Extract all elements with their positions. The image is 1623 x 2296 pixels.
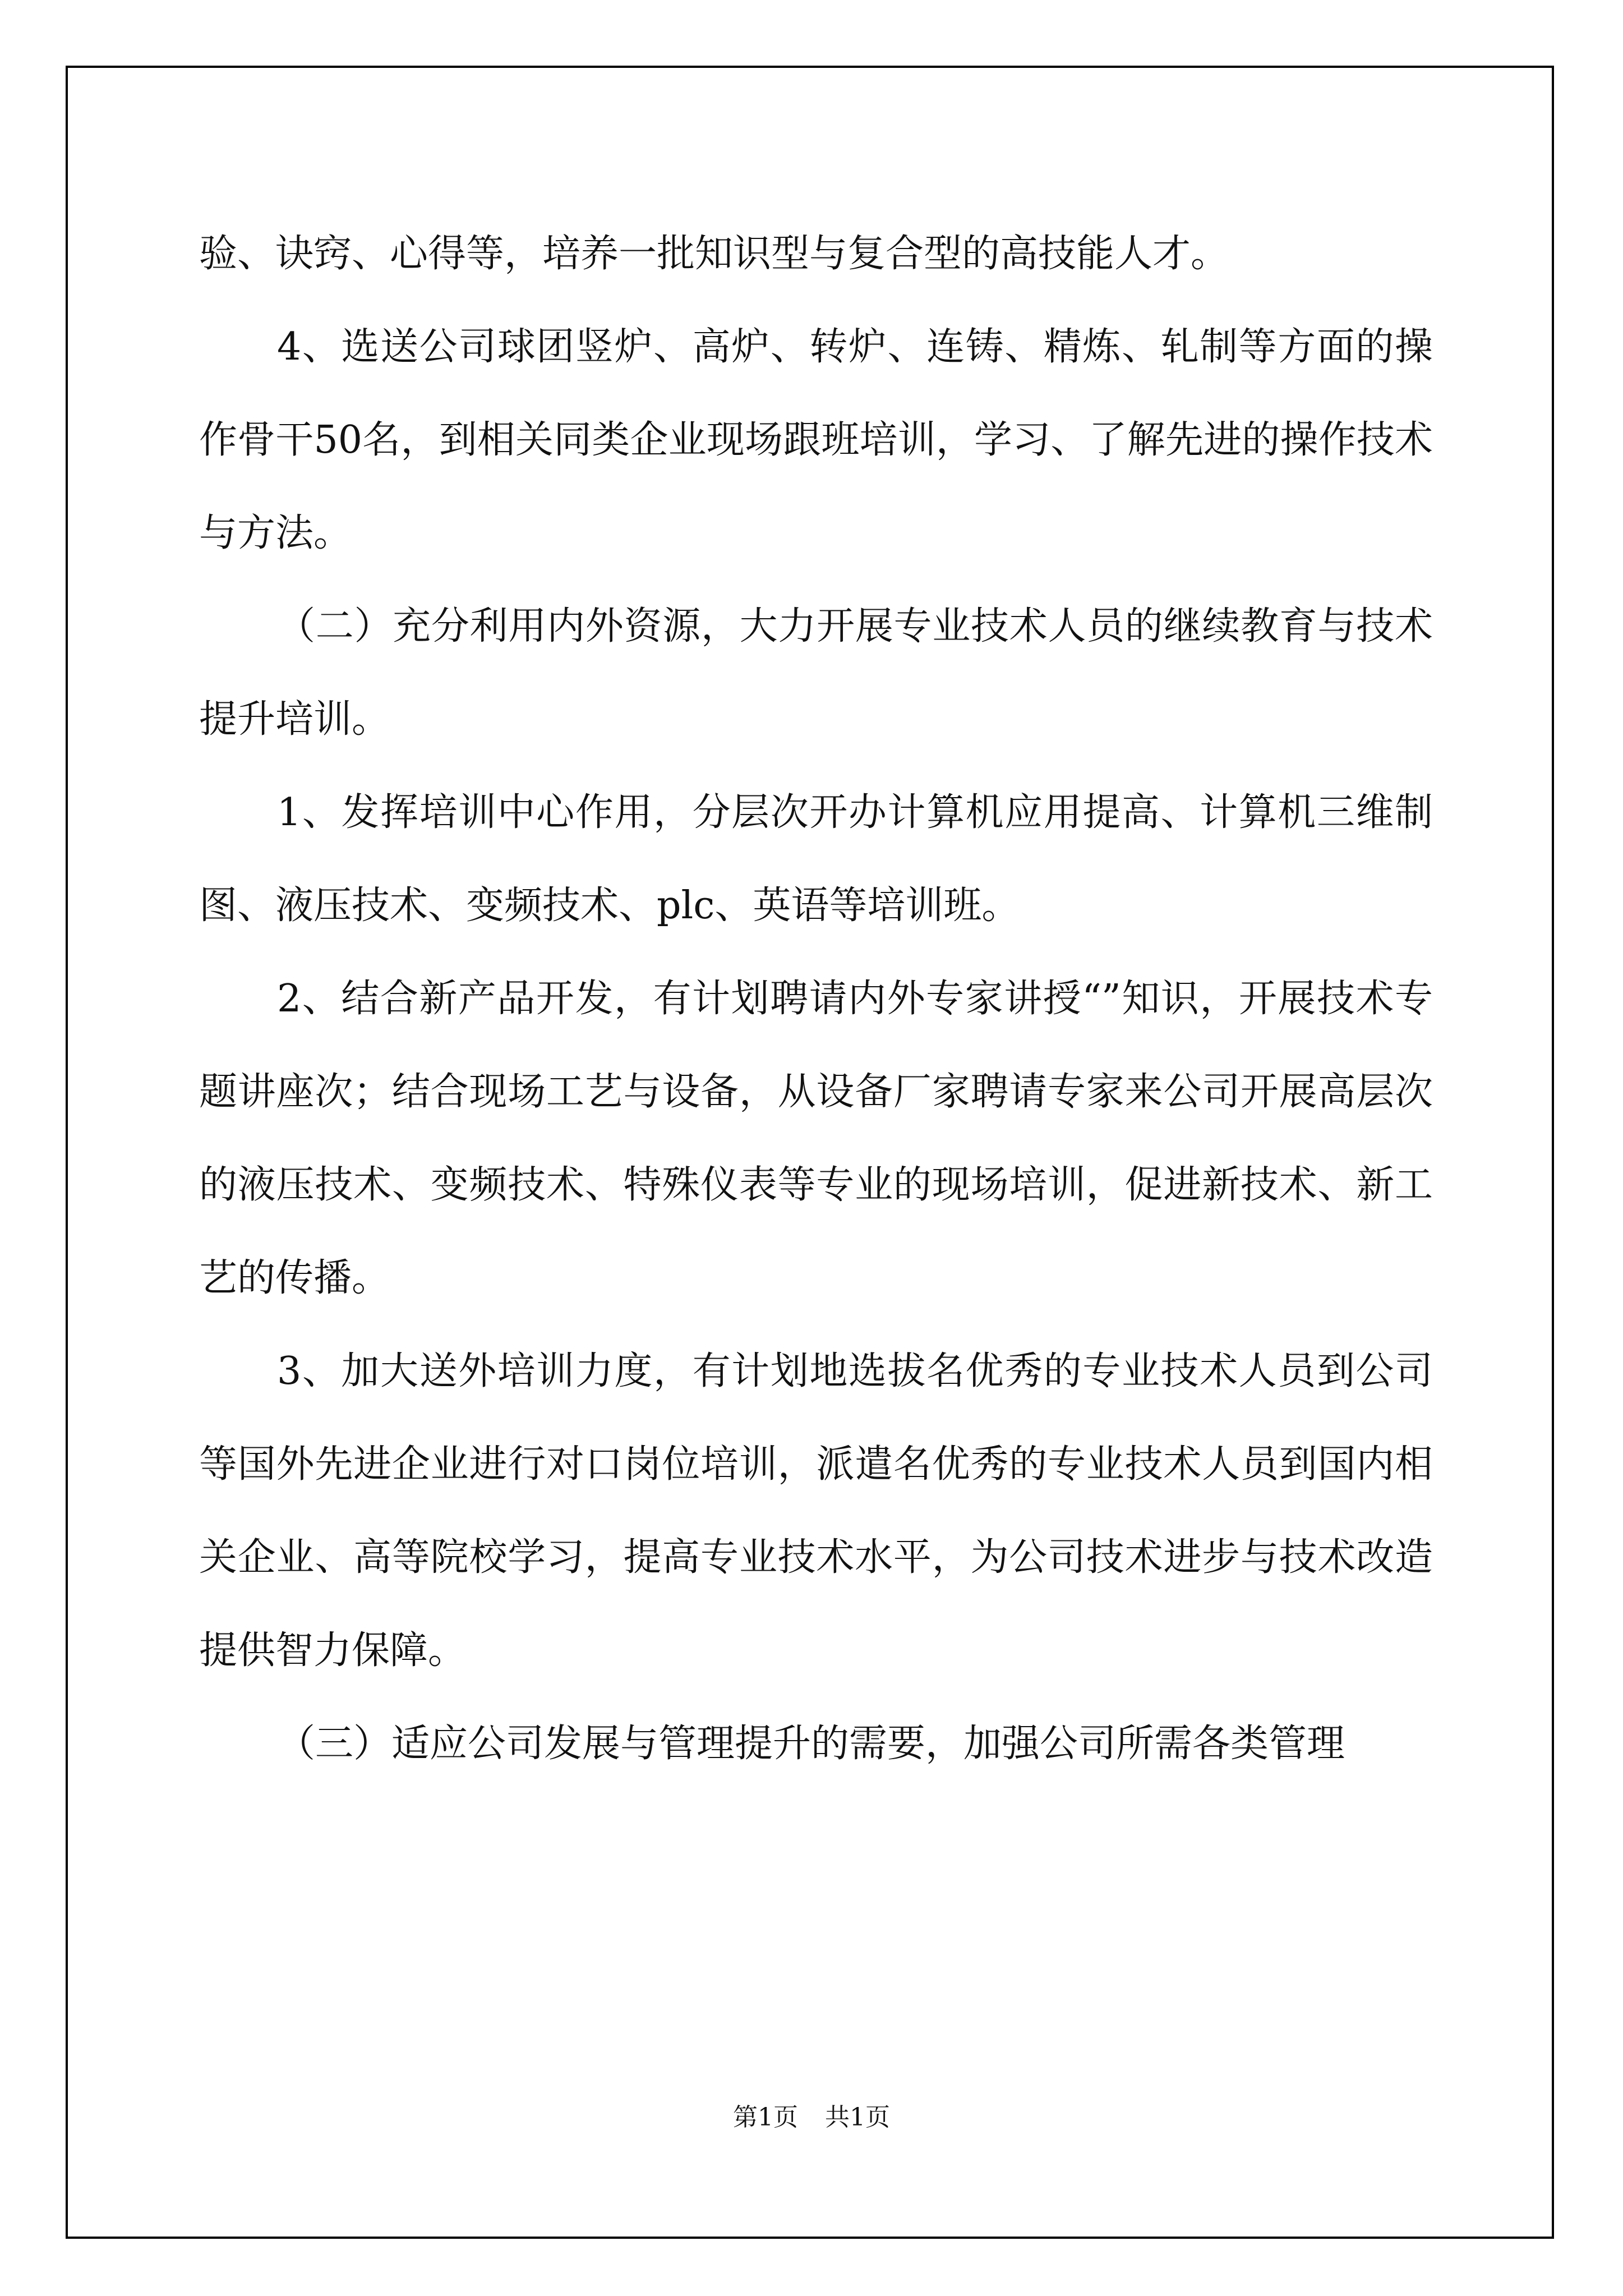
page-number-current: 第1页 [733,2103,798,2132]
paragraph-item-3: 3、加大送外培训力度，有计划地选拔名优秀的专业技术人员到公司等国外先进企业进行对口岗位培训，派遣名优秀的专业技术人员到国内相关企业、高等院校学习，提高专业技术水平，为公司技术进步与技术改造提供智力保障。 [199,1349,1433,1673]
paragraph-section-2: （二）充分利用内外资源，大力开展专业技术人员的继续教育与技术提升培训。 [199,604,1433,742]
page-footer [0,2101,1623,2134]
page-number-total: 共1页 [825,2103,890,2132]
document-body [199,208,1433,1791]
paragraph-item-4: 4、选送公司球团竖炉、高炉、转炉、连铸、精炼、轧制等方面的操作骨干50名，到相关同类企业现场跟班培训，学习、了解先进的操作技术与方法。 [199,325,1433,555]
paragraph-section-3: （三）适应公司发展与管理提升的需要，加强公司所需各类管理 [277,1722,1345,1766]
paragraph-continuation: 验、诀窍、心得等，培养一批知识型与复合型的高技能人才。 [199,232,1229,276]
paragraph-item-2: 2、结合新产品开发，有计划聘请内外专家讲授“”知识，开展技术专题讲座次；结合现场工艺与设备，从设备厂家聘请专家来公司开展高层次的液压技术、变频技术、特殊仪表等专业的现场培训，促进新技术、新工艺的传播。 [199,977,1433,1300]
paragraph-item-1: 1、发挥培训中心作用，分层次开办计算机应用提高、计算机三维制图、液压技术、变频技术、plc、英语等培训班。 [199,790,1433,928]
